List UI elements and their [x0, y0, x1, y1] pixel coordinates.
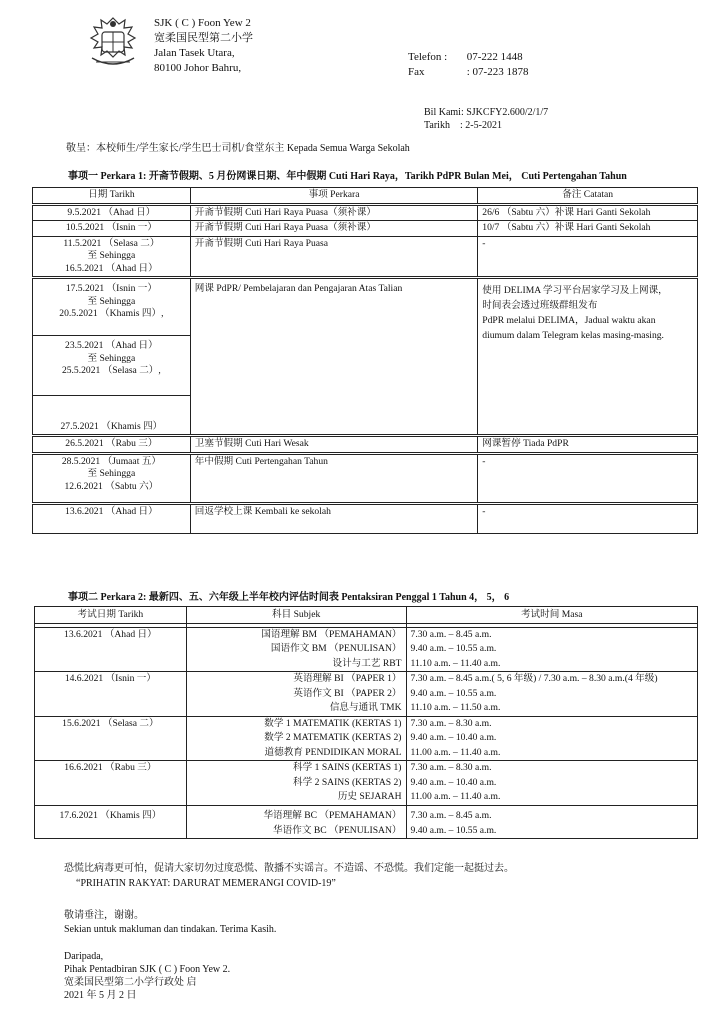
- date-sep: 至 Sehingga: [87, 352, 136, 364]
- row-date: [33, 278, 191, 336]
- school-name: SJK ( C ) Foon Yew 2: [154, 17, 251, 29]
- date-start: 11.5.2021 （Selasa 二）: [63, 237, 160, 249]
- table-row: [35, 809, 698, 823]
- header-masa: 考试时间 Masa: [406, 607, 697, 624]
- date-sep: 至 Sehingga: [87, 250, 136, 262]
- exam-date: 14.6.2021 （Isnin 一）: [35, 672, 187, 687]
- telefon-label: Telefon :: [408, 51, 448, 63]
- exam-subject: 英语理解 BI （PAPER 1）: [186, 672, 406, 687]
- row-date: 9.5.2021 （Ahad 日）: [33, 205, 191, 221]
- row-date: [33, 236, 191, 277]
- exam-time: 9.40 a.m. – 10.55 a.m.: [406, 642, 697, 656]
- sender-block: [64, 950, 230, 1002]
- row-catatan: -: [478, 236, 698, 277]
- holiday-table: [32, 187, 698, 534]
- date-end: 25.5.2021 （Selasa 二）,: [61, 365, 161, 377]
- exam-table: [34, 606, 698, 839]
- exam-subject: 华语理解 BC （PEMAHAMAN）: [186, 809, 406, 823]
- table-row: [35, 642, 698, 656]
- address-line2: 80100 Johor Bahru,: [154, 62, 242, 74]
- header-catatan: 备注 Catatan: [478, 188, 698, 205]
- table-row: [33, 436, 698, 453]
- row-perkara: 年中假期 Cuti Pertengahan Tahun: [190, 453, 478, 503]
- table-row: [35, 628, 698, 643]
- row-perkara: 开斋节假期 Cuti Hari Raya Puasa: [190, 236, 478, 277]
- exam-subject: 信息与通讯 TMK: [186, 701, 406, 716]
- table-row: [33, 236, 698, 277]
- row-date: 26.5.2021 （Rabu 三）: [33, 436, 191, 453]
- catatan-line: PdPR melalui DELIMA，Jadual waktu akan: [482, 315, 656, 327]
- date-end: 20.5.2021 （Khamis 四）,: [59, 308, 164, 320]
- exam-time: 11.00 a.m. – 11.40 a.m.: [406, 790, 697, 805]
- table-row: [35, 701, 698, 716]
- table-row: [33, 278, 698, 336]
- row-catatan: 10/7 （Sabtu 六）补课 Hari Ganti Sekolah: [478, 221, 698, 236]
- exam-time: 7.30 a.m. – 8.45 a.m.: [406, 809, 697, 823]
- row-perkara: 回返学校上课 Kembali ke sekolah: [190, 503, 478, 533]
- exam-subject: 数学 2 MATEMATIK (KERTAS 2): [186, 731, 406, 745]
- section1-title: 事项一 Perkara 1: 开斋节假期、5 月份网课日期、年中假期 Cuti Hari Raya，Tarikh PdPR Bulan Mei， Cuti Pertengahan Tahun: [68, 171, 627, 182]
- row-perkara: 开斋节假期 Cuti Hari Raya Puasa（须补课）: [190, 221, 478, 236]
- school-crest-icon: [84, 14, 142, 72]
- letter-date-cn: 2021 年 5 月 2 日: [64, 990, 137, 1001]
- row-date: 27.5.2021 （Khamis 四）: [33, 396, 191, 436]
- row-date: 13.6.2021 （Ahad 日）: [33, 503, 191, 533]
- exam-time: 11.10 a.m. – 11.40 a.m.: [406, 657, 697, 672]
- row-date: [33, 336, 191, 396]
- office-cn: 宽柔国民型第二小学行政处 启: [64, 977, 197, 988]
- exam-time: 9.40 a.m. – 10.40 a.m.: [406, 776, 697, 790]
- closing-bm: Sekian untuk makluman dan tindakan. Terima Kasih.: [64, 924, 277, 935]
- reference-info: [424, 106, 548, 132]
- table-header-row: [35, 607, 698, 624]
- row-catatan: -: [478, 453, 698, 503]
- tarikh-value: : 2-5-2021: [460, 120, 502, 131]
- table-row: [35, 790, 698, 805]
- exam-time: 9.40 a.m. – 10.55 a.m.: [406, 824, 697, 839]
- row-date: 10.5.2021 （Isnin 一）: [33, 221, 191, 236]
- exam-subject: 数学 1 MATEMATIK (KERTAS 1): [186, 716, 406, 731]
- exam-subject: 设计与工艺 RBT: [186, 657, 406, 672]
- header-tarikh: 考试日期 Tarikh: [35, 607, 187, 624]
- contact-info: [408, 50, 528, 80]
- exam-subject: 道德教育 PENDIDIKAN MORAL: [186, 746, 406, 761]
- notice-cn: 恐慌比病毒更可怕，促请大家切勿过度恐慌、散播不实谣言。不造谣、不恐慌。我们定能一起挺过去。: [64, 863, 514, 874]
- fax-value: : 07-223 1878: [466, 66, 529, 78]
- header-tarikh: 日期 Tarikh: [33, 188, 191, 205]
- date-start: 17.5.2021 （Isnin 一）: [65, 283, 157, 295]
- row-perkara: 卫塞节假期 Cuti Hari Wesak: [190, 436, 478, 453]
- exam-subject: 历史 SEJARAH: [186, 790, 406, 805]
- date-sep: 至 Sehingga: [87, 295, 136, 307]
- date-end: 12.6.2021 （Sabtu 六）: [64, 480, 159, 492]
- exam-date: 15.6.2021 （Selasa 二）: [35, 716, 187, 731]
- exam-subject: 华语作文 BC （PENULISAN）: [186, 824, 406, 839]
- table-row: [35, 776, 698, 790]
- header-subjek: 科目 Subjek: [186, 607, 406, 624]
- table-row: [35, 746, 698, 761]
- date-sep: 至 Sehingga: [87, 468, 136, 480]
- table-row: [33, 453, 698, 503]
- exam-subject: 国语理解 BM （PEMAHAMAN）: [186, 628, 406, 643]
- row-catatan: -: [478, 503, 698, 533]
- exam-time: 9.40 a.m. – 10.40 a.m.: [406, 731, 697, 745]
- table-row: [35, 716, 698, 731]
- table-row: [33, 221, 698, 236]
- table-row: [35, 731, 698, 745]
- exam-date: 16.6.2021 （Rabu 三）: [35, 761, 187, 776]
- table-header-row: [33, 188, 698, 205]
- school-info: [154, 16, 253, 76]
- catatan-line: 使用 DELIMA 学习平台居家学习及上网课，: [482, 285, 668, 297]
- table-row: [35, 824, 698, 839]
- catatan-line: 时间表会透过班级群组发布: [482, 300, 598, 312]
- daripada: Daripada,: [64, 951, 104, 962]
- table-row: [35, 761, 698, 776]
- table-row: [35, 687, 698, 701]
- exam-time: 7.30 a.m. – 8.30 a.m.: [406, 761, 697, 776]
- greeting: 敬呈：本校师生/学生家长/学生巴士司机/食堂东主 Kepada Semua Warga Sekolah: [66, 143, 410, 154]
- school-name-cn: 宽柔国民型第二小学: [154, 32, 253, 44]
- bil-kami: Bil Kami: SJKCFY2.600/2/1/7: [424, 107, 549, 118]
- date-start: 23.5.2021 （Ahad 日）: [65, 340, 158, 352]
- exam-time: 11.10 a.m. – 11.50 a.m.: [406, 701, 697, 716]
- address-line1: Jalan Tasek Utara,: [154, 47, 235, 59]
- row-perkara: 网课 PdPR/ Pembelajaran dan Pengajaran Atas Talian: [190, 278, 478, 436]
- exam-subject: 科学 2 SAINS (KERTAS 2): [186, 776, 406, 790]
- exam-time: 9.40 a.m. – 10.55 a.m.: [406, 687, 697, 701]
- exam-subject: 英语作文 BI （PAPER 2）: [186, 687, 406, 701]
- fax-label: Fax: [408, 66, 425, 78]
- exam-subject: 科学 1 SAINS (KERTAS 1): [186, 761, 406, 776]
- row-catatan: [478, 278, 698, 436]
- catatan-line: diumum dalam Telegram kelas masing-masing.: [482, 330, 664, 342]
- exam-time: 7.30 a.m. – 8.45 a.m.( 5, 6 年级) / 7.30 a.m. – 8.30 a.m.(4 年级): [406, 672, 697, 687]
- table-row: [33, 503, 698, 533]
- exam-subject: 国语作文 BM （PENULISAN）: [186, 642, 406, 656]
- section2-title: 事项二 Perkara 2: 最新四、五、六年级上半年校内评估时间表 Pentaksiran Penggal 1 Tahun 4， 5， 6: [68, 592, 510, 603]
- row-perkara: 开斋节假期 Cuti Hari Raya Puasa（须补课）: [190, 205, 478, 221]
- row-catatan: 网课暂停 Tiada PdPR: [478, 436, 698, 453]
- header-perkara: 事项 Perkara: [190, 188, 478, 205]
- pihak-pentadbiran: Pihak Pentadbiran SJK ( C ) Foon Yew 2.: [64, 964, 231, 975]
- exam-time: 7.30 a.m. – 8.30 a.m.: [406, 716, 697, 731]
- table-row: [35, 657, 698, 672]
- closing-cn: 敬请垂注，谢谢。: [64, 910, 144, 921]
- date-end: 16.5.2021 （Ahad 日）: [65, 262, 158, 274]
- row-catatan: 26/6 （Sabtu 六）补课 Hari Ganti Sekolah: [478, 205, 698, 221]
- notice-slogan: “PRIHATIN RAKYAT: DARURAT MEMERANGI COVID-19”: [76, 878, 336, 889]
- telefon-value: 07-222 1448: [466, 51, 523, 63]
- exam-date: 17.6.2021 （Khamis 四）: [35, 809, 187, 823]
- exam-time: 11.00 a.m. – 11.40 a.m.: [406, 746, 697, 761]
- table-row: [35, 672, 698, 687]
- row-date: [33, 453, 191, 503]
- exam-time: 7.30 a.m. – 8.45 a.m.: [406, 628, 697, 643]
- date-start: 28.5.2021 （Jumaat 五）: [61, 455, 161, 467]
- tarikh-label: Tarikh: [424, 120, 450, 131]
- table-row: [33, 205, 698, 221]
- exam-date: 13.6.2021 （Ahad 日）: [35, 628, 187, 643]
